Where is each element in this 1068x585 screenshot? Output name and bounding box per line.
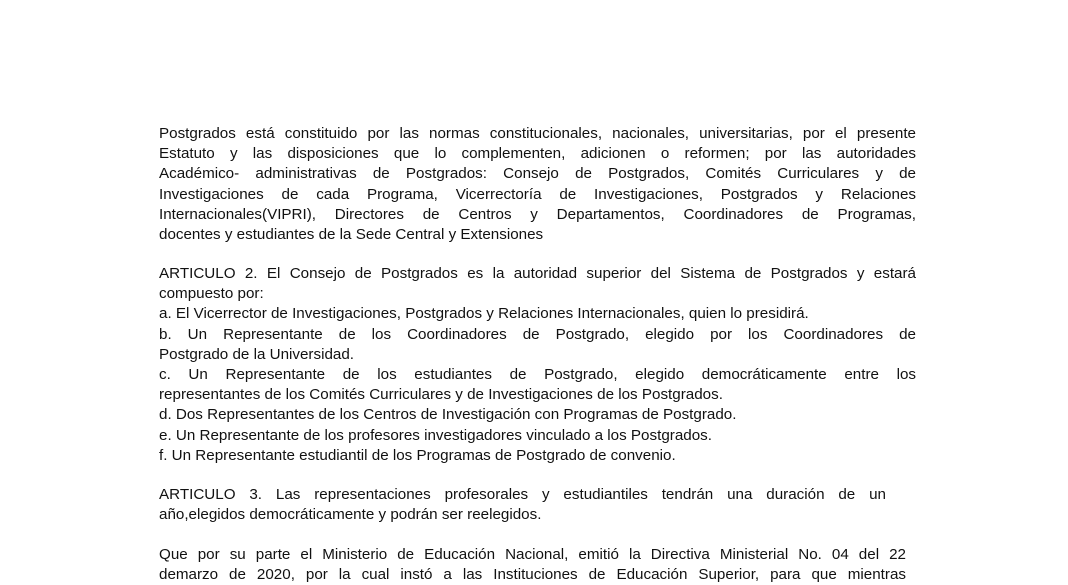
list-item-e: e. Un Representante de los profesores investigadores vinculado a los Postgrados. [159,426,712,444]
list-item-b: b. Un Representante de los Coordinadores de Postgrado, elegido por los Coordinadores de [159,325,916,343]
text-line: Postgrado de la Universidad. [159,345,355,363]
text-line: docentes y estudiantes de la Sede Central y Extensiones [159,226,544,244]
list-item-d: d. Dos Representantes de los Centros de Investigación con Programas de Postgrado. [159,406,737,424]
text-line: Postgrados está constituido por las normas constitucionales, nacionales, universitarias, por el presente [159,125,916,142]
text-line: Académico- administrativas de Postgrados: Consejo de Postgrados, Comités Curriculares y de [159,165,916,183]
paragraph-articulo-3 [159,485,886,525]
text-line: Que por su parte el Ministerio de Educación Nacional, emitió la Directiva Ministerial No. 04 del 22 [159,546,906,563]
text-line: demarzo de 2020, por la cual instó a las Instituciones de Educación Superior, para que mientras [159,566,906,584]
text-line: Internacionales(VIPRI), Directores de Centros y Departamentos, Coordinadores de Programas, [159,205,916,223]
list-item-a: a. El Vicerrector de Investigaciones, Postgrados y Relaciones Internacionales, quien lo presidirá. [159,305,809,323]
text-line: Estatuto y las disposiciones que lo complementen, adicionen o reformen; por las autoridades [159,145,916,163]
text-line: Investigaciones de cada Programa, Vicerrectoría de Investigaciones, Postgrados y Relaciones [159,185,916,203]
text-line: año,elegidos democráticamente y podrán ser reelegidos. [159,506,542,524]
list-item-f: f. Un Representante estudiantil de los Programas de Postgrado de convenio. [159,446,676,464]
text-line: ARTICULO 2. El Consejo de Postgrados es la autoridad superior del Sistema de Postgrados y estará [159,265,916,282]
text-line: representantes de los Comités Curriculares y de Investigaciones de los Postgrados. [159,386,723,404]
paragraph-ministerio [159,545,906,585]
list-item-c: c. Un Representante de los estudiantes de Postgrado, elegido democráticamente entre los [159,366,916,384]
text-line: ARTICULO 3. Las representaciones profesorales y estudiantiles tendrán una duración de un [159,486,886,503]
paragraph-articulo-2 [159,264,916,466]
text-line: compuesto por: [159,285,264,303]
paragraph-postgrados-constitucion [159,124,916,245]
